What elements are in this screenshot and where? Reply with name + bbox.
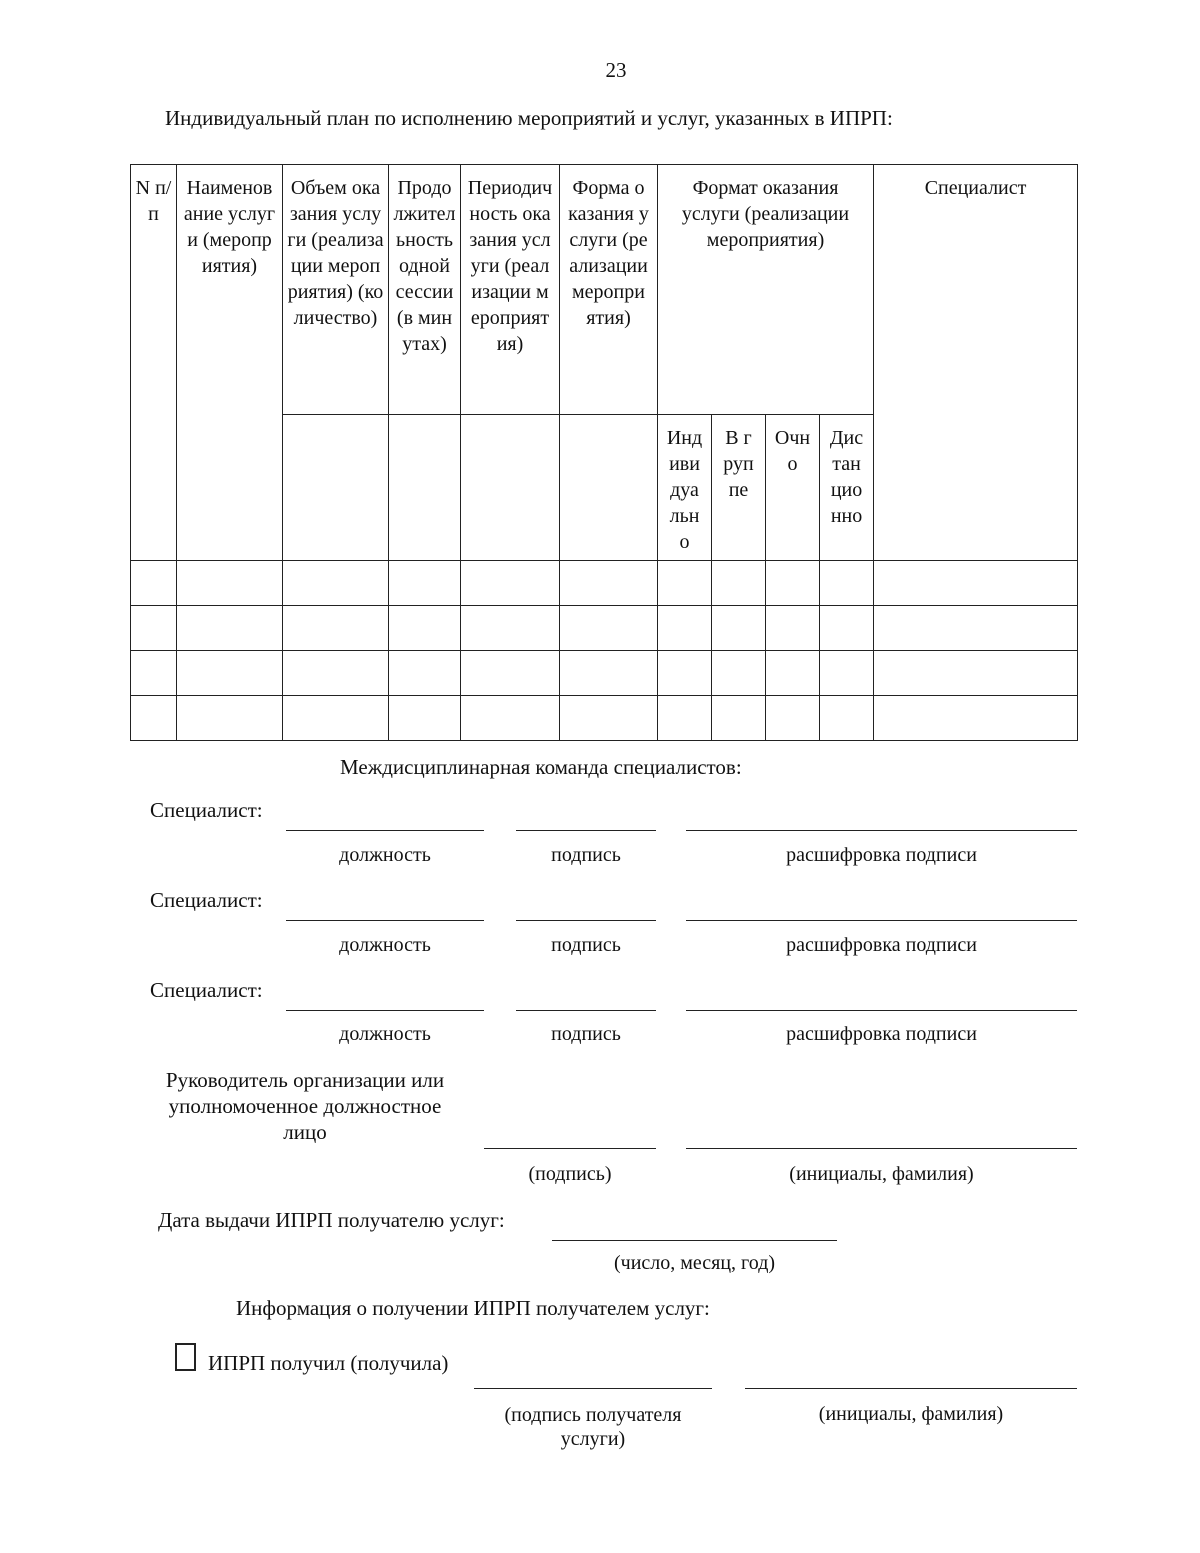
signature-caption-1: подпись [551,844,621,866]
specialist-label-3: Специалист: [150,978,263,1002]
position-line-2[interactable] [286,920,484,921]
table-cell[interactable] [461,696,560,741]
head-label [150,1067,460,1145]
recipient-signature-caption-line-2: услуги) [560,1428,626,1450]
decoding-caption-2: расшифровка подписи [786,934,977,956]
table-cell[interactable] [874,651,1078,696]
table-cell[interactable] [461,651,560,696]
table-cell[interactable] [389,606,461,651]
table-cell[interactable] [874,561,1078,606]
head-label-line-2: уполномоченное должностное [168,1094,442,1118]
table-cell[interactable] [560,606,658,651]
received-checkbox[interactable] [175,1343,196,1371]
decoding-caption-3: расшифровка подписи [786,1023,977,1045]
table-cell[interactable] [712,651,766,696]
header-duration: Продолжительность одной сессии (в минутах) [389,165,461,415]
head-name-line[interactable] [686,1148,1077,1149]
table-cell[interactable] [131,651,177,696]
table-cell[interactable] [874,696,1078,741]
table-row [131,561,1078,606]
table-cell[interactable] [389,696,461,741]
table-cell[interactable] [874,606,1078,651]
table-cell[interactable] [461,606,560,651]
table-cell[interactable] [177,606,283,651]
decoding-line-1[interactable] [686,830,1077,831]
table-cell[interactable] [177,561,283,606]
signature-line-1[interactable] [516,830,656,831]
decoding-line-2[interactable] [686,920,1077,921]
position-line-3[interactable] [286,1010,484,1011]
table-cell[interactable] [712,606,766,651]
head-signature-line[interactable] [484,1148,656,1149]
subheader-inperson: Очно [766,415,820,561]
issue-date-label: Дата выдачи ИПРП получателю услуг: [158,1208,505,1232]
table-cell[interactable] [560,561,658,606]
issue-date-caption: (число, месяц, год) [613,1252,776,1274]
recipient-name-line[interactable] [745,1388,1077,1389]
table-cell[interactable] [820,561,874,606]
decoding-caption-1: расшифровка подписи [786,844,977,866]
table-cell[interactable] [766,651,820,696]
plan-title: Индивидуальный план по исполнению мероприятий и услуг, указанных в ИПРП: [165,106,893,130]
team-title: Междисциплинарная команда специалистов: [340,755,742,779]
header-form: Форма оказания услуги (реализации мероприятия) [560,165,658,415]
receipt-title: Информация о получении ИПРП получателем услуг: [236,1296,710,1320]
table-cell[interactable] [283,561,389,606]
received-checkbox-label: ИПРП получил (получила) [208,1351,449,1375]
header-volume: Объем оказания услуги (реализации мероприятия) (количество) [283,165,389,415]
table-cell[interactable] [658,606,712,651]
plan-table [130,164,1078,741]
table-cell[interactable] [389,651,461,696]
recipient-name-caption: (инициалы, фамилия) [818,1403,1004,1425]
table-cell[interactable] [283,651,389,696]
table-cell[interactable] [560,651,658,696]
issue-date-line[interactable] [552,1240,837,1241]
table-cell[interactable] [658,696,712,741]
header-periodicity: Периодичность оказания услуги (реализации мероприятия) [461,165,560,415]
page-number: 23 [605,58,627,82]
subheader-volume-blank [283,415,389,561]
specialist-label-1: Специалист: [150,798,263,822]
recipient-signature-caption [474,1403,712,1451]
subheader-form-blank [560,415,658,561]
position-caption-2: должность [339,934,431,956]
table-cell[interactable] [283,696,389,741]
table-cell[interactable] [820,651,874,696]
decoding-line-3[interactable] [686,1010,1077,1011]
table-cell[interactable] [712,696,766,741]
signature-line-2[interactable] [516,920,656,921]
table-cell[interactable] [766,606,820,651]
subheader-group: В группе [712,415,766,561]
head-label-line-1: Руководитель организации или [165,1068,445,1092]
subheader-duration-blank [389,415,461,561]
table-cell[interactable] [820,696,874,741]
table-cell[interactable] [658,561,712,606]
head-name-caption: (инициалы, фамилия) [789,1163,974,1185]
signature-caption-2: подпись [551,934,621,956]
head-signature-caption: (подпись) [528,1163,612,1185]
table-cell[interactable] [131,696,177,741]
table-cell[interactable] [131,561,177,606]
position-caption-3: должность [339,1023,431,1045]
table-cell[interactable] [712,561,766,606]
subheader-periodicity-blank [461,415,560,561]
signature-line-3[interactable] [516,1010,656,1011]
table-cell[interactable] [766,696,820,741]
table-row [131,696,1078,741]
header-format: Формат оказания услуги (реализации мероприятия) [658,165,874,415]
subheader-individual: Индивидуально [658,415,712,561]
position-line-1[interactable] [286,830,484,831]
table-cell[interactable] [177,651,283,696]
head-label-line-3: лицо [283,1120,327,1144]
recipient-signature-line[interactable] [474,1388,712,1389]
table-cell[interactable] [658,651,712,696]
table-cell[interactable] [131,606,177,651]
subheader-remote: Дистанционно [820,415,874,561]
header-name: Наименование услуги (мероприятия) [177,165,283,561]
table-cell[interactable] [283,606,389,651]
table-cell[interactable] [560,696,658,741]
table-cell[interactable] [461,561,560,606]
header-num: N п/п [131,165,177,561]
table-cell[interactable] [177,696,283,741]
table-row [131,606,1078,651]
recipient-signature-caption-line-1: (подпись получателя [504,1404,682,1426]
table-cell[interactable] [766,561,820,606]
table-row [131,651,1078,696]
table-cell[interactable] [820,606,874,651]
specialist-label-2: Специалист: [150,888,263,912]
signature-caption-3: подпись [551,1023,621,1045]
position-caption-1: должность [339,844,431,866]
table-cell[interactable] [389,561,461,606]
header-specialist: Специалист [874,165,1078,561]
